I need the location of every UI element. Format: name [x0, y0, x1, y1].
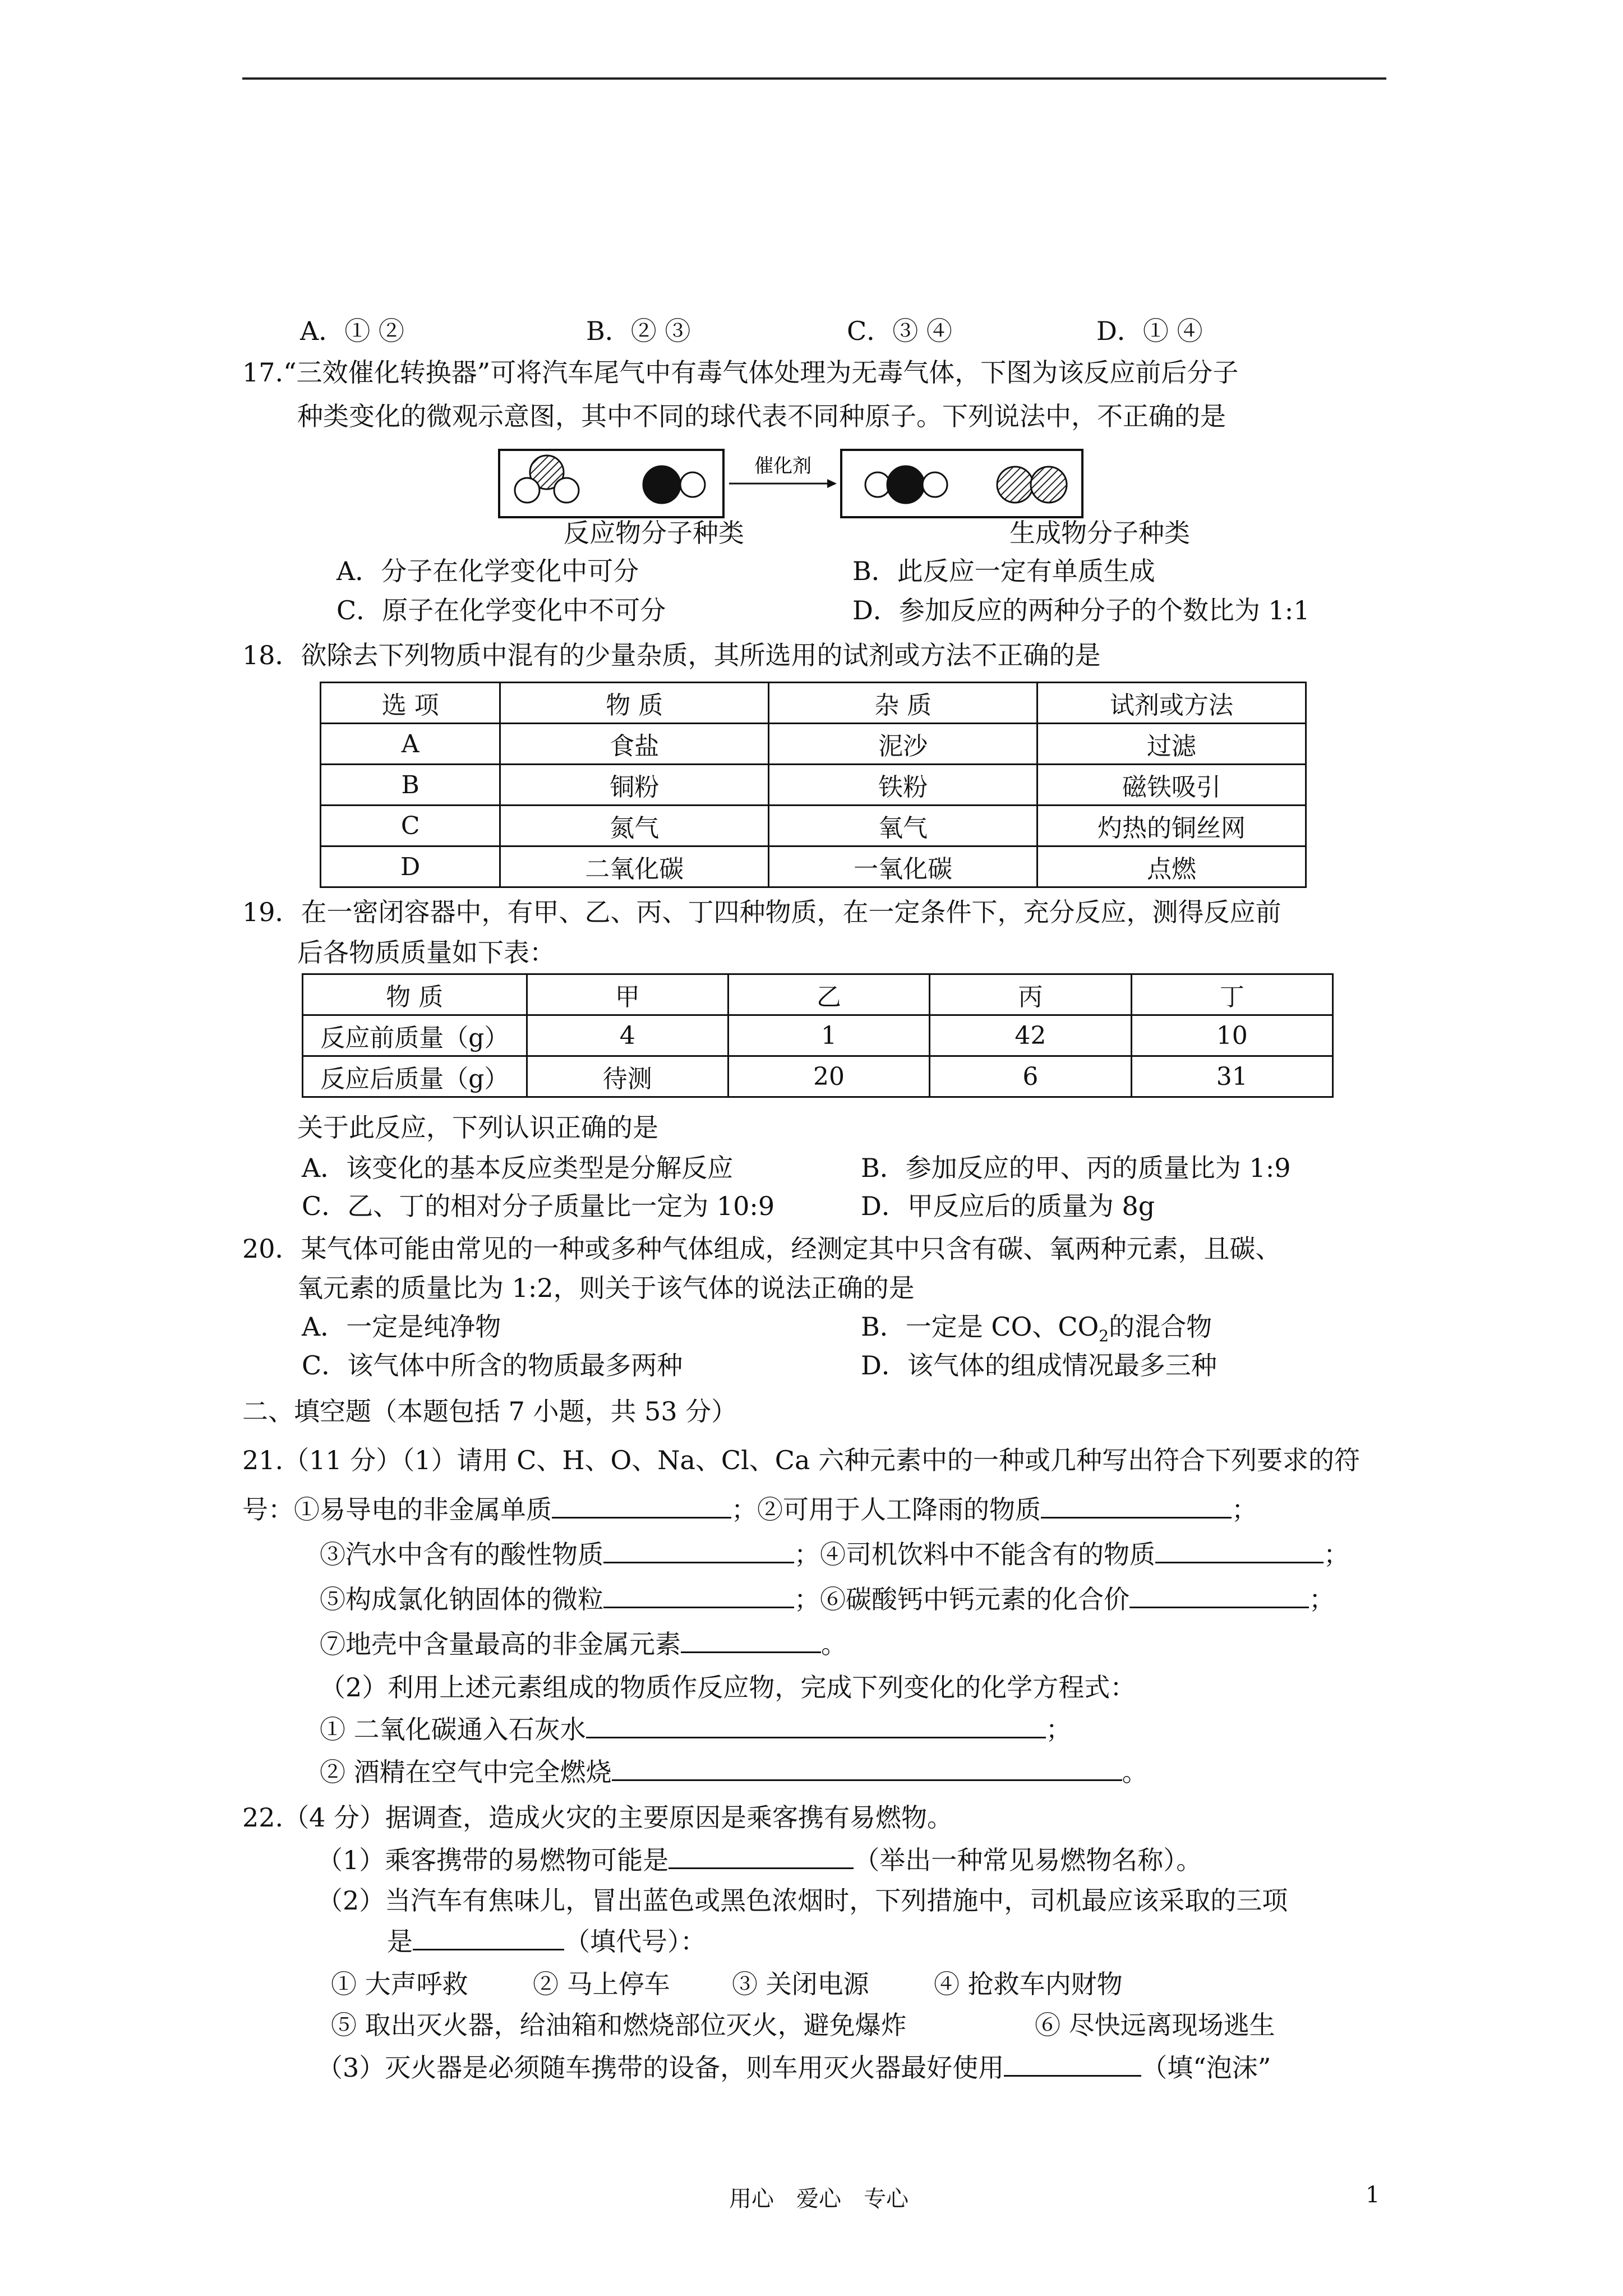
- table-cell: A: [321, 724, 500, 765]
- black-atom: [887, 466, 924, 503]
- measure-6: ⑥ 尽快远离现场逃生: [1035, 2010, 1275, 2040]
- q19-option-d: D．甲反应后的质量为 8g: [861, 1191, 1155, 1221]
- table-cell: 6: [930, 1056, 1131, 1097]
- hatched-atom: [997, 467, 1033, 503]
- section-heading: 二、填空题（本题包括 7 小题，共 53 分）: [242, 1396, 737, 1427]
- q17-option-c: C．原子在化学变化中不可分: [336, 595, 666, 625]
- table-cell: 二氧化碳: [500, 846, 769, 887]
- q17-stem-1: 17.“三效催化转换器”可将汽车尾气中有毒气体处理为无毒气体，下图为该反应前后分子: [242, 357, 1239, 388]
- table-cell: 食盐: [500, 724, 769, 765]
- table-cell: 31: [1131, 1056, 1332, 1097]
- table-header-cell: 试剂或方法: [1038, 683, 1306, 724]
- table-cell: C: [321, 806, 500, 846]
- reactant-label: 反应物分子种类: [564, 518, 744, 548]
- table-cell: 20: [728, 1056, 929, 1097]
- table-row: [321, 846, 1306, 887]
- table-header-cell: 选 项: [321, 683, 500, 724]
- table-header-cell: 丙: [930, 974, 1131, 1015]
- footer-motto: 用心 爱心 专心: [729, 2186, 909, 2212]
- answer-blank[interactable]: [603, 1537, 794, 1563]
- q16-option-d: D．① ④: [1096, 316, 1203, 346]
- q17-option-d: D．参加反应的两种分子的个数比为 1:1: [852, 595, 1310, 625]
- white-atom: [680, 472, 705, 497]
- arrowhead: [827, 479, 837, 488]
- q21-line-5: ⑦地壳中含量最高的非金属元素 。: [320, 1627, 847, 1661]
- q19-stem-2: 后各物质质量如下表：: [297, 937, 555, 968]
- table-row: [321, 806, 1306, 846]
- table-header-cell: 丁: [1131, 974, 1332, 1015]
- q20-option-a: A．一定是纯净物: [302, 1312, 501, 1342]
- table-cell: D: [321, 846, 500, 887]
- table-cell: 铜粉: [500, 765, 769, 806]
- q20-option-d: D．该气体的组成情况最多三种: [861, 1350, 1217, 1381]
- answer-blank[interactable]: [1041, 1492, 1232, 1519]
- table-header-cell: 物 质: [303, 974, 527, 1015]
- table-header-cell: 物 质: [500, 683, 769, 724]
- table-row: [321, 765, 1306, 806]
- q20-option-b: B．一定是 CO、$CO_2$的混合物: [861, 1312, 1212, 1346]
- table-cell: 氧气: [769, 806, 1038, 846]
- table-cell: 10: [1131, 1015, 1332, 1056]
- q19-question: 关于此反应，下列认识正确的是: [297, 1112, 658, 1143]
- product-label: 生成物分子种类: [1009, 518, 1190, 548]
- table-cell: B: [321, 765, 500, 806]
- table-row: [321, 724, 1306, 765]
- q17-option-a: A．分子在化学变化中可分: [336, 556, 639, 586]
- page-number: 1: [1366, 2182, 1380, 2208]
- q21-line-4: ⑤构成氯化钠固体的微粒 ；⑥碳酸钙中钙元素的化合价 ；: [320, 1582, 1335, 1616]
- q17-option-b: B．此反应一定有单质生成: [852, 556, 1155, 586]
- measure-1: ① 大声呼救: [331, 1969, 468, 1999]
- q19-option-a: A．该变化的基本反应类型是分解反应: [302, 1153, 734, 1183]
- measure-5: ⑤ 取出灭火器，给油箱和燃烧部位灭火，避免爆炸: [331, 2010, 907, 2040]
- q18-table: [320, 682, 1307, 888]
- q22-stem: 22.（4 分）据调查，造成火灾的主要原因是乘客携有易燃物。: [242, 1802, 953, 1833]
- table-cell: 待测: [527, 1056, 728, 1097]
- white-atom: [515, 478, 540, 503]
- table-cell: 4: [527, 1015, 728, 1056]
- answer-blank[interactable]: [413, 1924, 564, 1950]
- q22-part-1: （1）乘客携带的易燃物可能是 （举出一种常见易燃物名称）。: [317, 1843, 1202, 1877]
- table-cell: 泥沙: [769, 724, 1038, 765]
- q16-option-c: C．③ ④: [847, 316, 952, 346]
- answer-blank[interactable]: [1004, 2050, 1141, 2077]
- table-header-cell: 乙: [728, 974, 929, 1015]
- q20-stem-1: 20．某气体可能由常见的一种或多种气体组成，经测定其中只含有碳、氧两种元素，且碳、: [242, 1234, 1281, 1264]
- q22-part-2-cont: 是 （填代号）：: [387, 1924, 706, 1958]
- q16-option-a: A．① ②: [300, 316, 404, 346]
- measure-2: ② 马上停车: [533, 1969, 670, 1999]
- catalyst-label: 催化剂: [754, 455, 811, 477]
- table-row: [303, 1056, 1333, 1097]
- table-cell: 1: [728, 1015, 929, 1056]
- answer-blank[interactable]: [1129, 1582, 1309, 1608]
- q21-stem: 21.（11 分）（1）请用 C、H、O、Na、Cl、Ca 六种元素中的一种或几种写出符合下列要求的符: [242, 1445, 1361, 1475]
- header-rule: [242, 77, 1386, 80]
- q19-option-c: C．乙、丁的相对分子质量比一定为 10:9: [302, 1191, 775, 1221]
- table-header-row: [303, 974, 1333, 1015]
- white-atom: [554, 478, 579, 503]
- table-cell: 点燃: [1038, 846, 1306, 887]
- table-cell: 反应后质量（g）: [303, 1056, 527, 1097]
- q19-table: [302, 973, 1334, 1098]
- table-cell: 磁铁吸引: [1038, 765, 1306, 806]
- q20-stem-2: 氧元素的质量比为 1:2，则关于该气体的说法正确的是: [297, 1273, 915, 1303]
- q21-equation-2: ② 酒精在空气中完全燃烧 。: [320, 1755, 1148, 1789]
- table-cell: 过滤: [1038, 724, 1306, 765]
- answer-blank[interactable]: [681, 1627, 821, 1653]
- answer-blank[interactable]: [1155, 1537, 1324, 1563]
- q21-line-2: 号：①易导电的非金属单质 ；②可用于人工降雨的物质 ；: [242, 1492, 1257, 1526]
- black-atom: [643, 466, 680, 503]
- q16-option-b: B．② ③: [586, 316, 691, 346]
- answer-blank[interactable]: [612, 1755, 1122, 1781]
- answer-blank[interactable]: [552, 1492, 731, 1519]
- q21-line-3: ③汽水中含有的酸性物质 ；④司机饮料中不能含有的物质 ；: [320, 1537, 1349, 1571]
- table-cell: 42: [930, 1015, 1131, 1056]
- table-row: [303, 1015, 1333, 1056]
- measure-4: ④ 抢救车内财物: [934, 1969, 1123, 1999]
- q20-option-c: C．该气体中所含的物质最多两种: [302, 1350, 683, 1381]
- q21-part-2: （2）利用上述元素组成的物质作反应物，完成下列变化的化学方程式：: [320, 1672, 1136, 1703]
- q17-stem-2: 种类变化的微观示意图，其中不同的球代表不同种原子。下列说法中，不正确的是: [297, 401, 1226, 431]
- q18-stem: 18．欲除去下列物质中混有的少量杂质，其所选用的试剂或方法不正确的是: [242, 640, 1101, 670]
- q22-part-3: （3）灭火器是必须随车携带的设备，则车用灭火器最好使用 （填“泡沫”: [317, 2050, 1271, 2085]
- q22-part-2: （2）当汽车有焦味儿，冒出蓝色或黑色浓烟时，下列措施中，司机最应该采取的三项: [317, 1885, 1288, 1916]
- answer-blank[interactable]: [586, 1712, 1046, 1738]
- table-cell: 铁粉: [769, 765, 1038, 806]
- table-header-row: [321, 683, 1306, 724]
- table-cell: 一氧化碳: [769, 846, 1038, 887]
- q19-stem-1: 19．在一密闭容器中，有甲、乙、丙、丁四种物质，在一定条件下，充分反应，测得反应前: [242, 897, 1281, 927]
- hatched-atom: [1031, 467, 1067, 503]
- table-header-cell: 甲: [527, 974, 728, 1015]
- q21-equation-1: ① 二氧化碳通入石灰水 ；: [320, 1712, 1072, 1746]
- answer-blank[interactable]: [603, 1582, 794, 1608]
- table-header-cell: 杂 质: [769, 683, 1038, 724]
- table-cell: 灼热的铜丝网: [1038, 806, 1306, 846]
- q19-option-b: B．参加反应的甲、丙的质量比为 1:9: [861, 1153, 1291, 1183]
- answer-blank[interactable]: [668, 1843, 854, 1869]
- measure-3: ③ 关闭电源: [732, 1969, 869, 1999]
- table-cell: 反应前质量（g）: [303, 1015, 527, 1056]
- white-atom: [923, 472, 947, 497]
- white-atom: [865, 472, 890, 497]
- table-cell: 氮气: [500, 806, 769, 846]
